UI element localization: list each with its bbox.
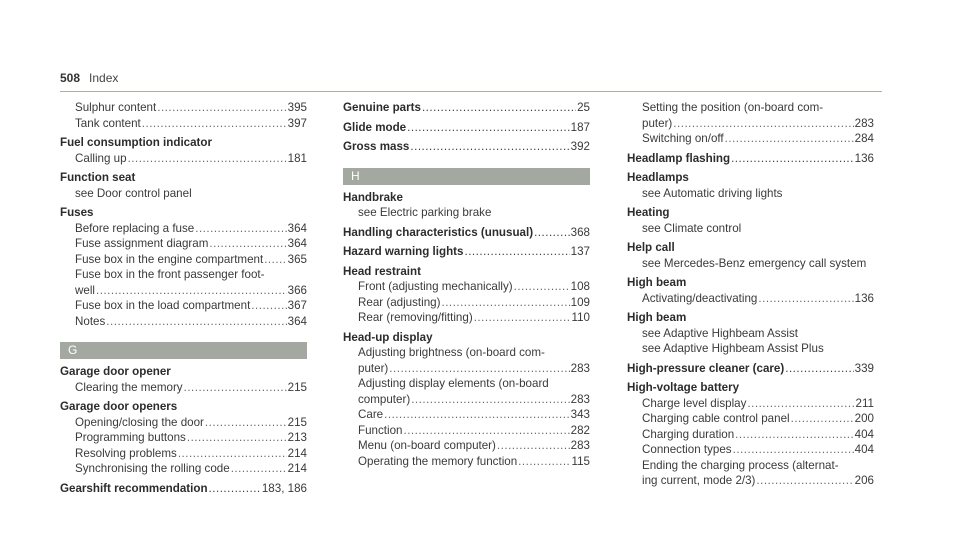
leader-dots (474, 310, 571, 326)
index-line (627, 411, 874, 427)
entry-title: Garage door openers (60, 400, 178, 413)
section-letter-h: H (343, 168, 590, 185)
index-entry (60, 205, 307, 329)
page-ref[interactable]: 136 (854, 291, 874, 305)
leader-dots (231, 461, 287, 477)
index-line (343, 423, 590, 439)
page-ref[interactable]: 339 (854, 361, 874, 375)
entry-text: Clearing the memory (75, 380, 183, 394)
page-ref[interactable]: 187 (570, 120, 590, 134)
leader-dots (157, 100, 286, 116)
index-line (343, 244, 590, 260)
index-entry (60, 399, 307, 477)
leader-dots (407, 120, 570, 136)
index-line (343, 139, 590, 155)
leader-dots (534, 225, 570, 241)
entry-text: Rear (adjusting) (358, 295, 441, 309)
entry-title: Gearshift recommendation (60, 481, 208, 495)
index-line (343, 225, 590, 241)
leader-dots (209, 236, 286, 252)
index-entry (60, 100, 307, 131)
index-entry (627, 275, 874, 306)
entry-title: Fuel consumption indicator (60, 136, 213, 149)
page-ref[interactable]: 367 (287, 299, 307, 312)
index-line (60, 116, 307, 132)
index-entry (60, 135, 307, 166)
entry-text: Activating/deactivating (642, 291, 758, 305)
entry-title: Hazard warning lights (343, 245, 464, 258)
entry-text: Charging cable control panel (642, 412, 790, 425)
leader-dots (264, 252, 286, 268)
index-line (627, 291, 874, 307)
index-entry (627, 170, 874, 201)
page-ref[interactable]: 215 (287, 380, 307, 394)
page-ref[interactable]: 404 (854, 443, 874, 456)
entry-title: Help call (627, 241, 675, 254)
entry-text: puter) (642, 116, 673, 130)
index-line (60, 221, 307, 237)
leader-dots (733, 442, 854, 458)
entry-text: computer) (358, 392, 411, 406)
entry-text: Menu (on-board computer) (358, 439, 496, 452)
entry-text: Resolving problems (75, 446, 177, 460)
index-line (627, 427, 874, 443)
leader-dots (725, 131, 854, 147)
entry-text: well (75, 283, 95, 297)
index-entry (343, 100, 590, 116)
entry-text: Opening/closing the door (75, 415, 204, 429)
page-ref[interactable]: 214 (287, 446, 307, 460)
page-ref[interactable]: 213 (287, 431, 307, 444)
page-title: Index (89, 71, 119, 85)
page-header (60, 71, 118, 85)
entry-title: High-pressure cleaner (care) (627, 361, 785, 375)
leader-dots (441, 295, 569, 311)
leader-dots (195, 221, 286, 237)
entry-text: Front (adjusting mechanically) (358, 280, 513, 293)
index-line (60, 430, 307, 446)
page-ref[interactable]: 25 (577, 101, 590, 114)
entry-text: Calling up (75, 151, 127, 165)
page-ref[interactable]: 109 (570, 295, 590, 309)
entry-title: High beam (627, 311, 687, 324)
entry-title: High-voltage battery (627, 381, 740, 394)
index-entry (343, 264, 590, 326)
leader-dots (389, 361, 569, 377)
entry-title: Handling characteristics (unusual) (343, 225, 534, 239)
index-entry (627, 151, 874, 167)
leader-dots (187, 430, 287, 446)
index-line (627, 396, 874, 412)
leader-dots (384, 407, 570, 423)
page-ref[interactable]: 343 (570, 408, 590, 421)
index-line (60, 380, 307, 396)
leader-dots (205, 415, 287, 431)
index-entry (343, 139, 590, 155)
index-line (343, 120, 590, 136)
leader-dots (142, 116, 287, 132)
index-entry (627, 205, 874, 236)
index-line (343, 295, 590, 311)
leader-dots (106, 314, 286, 330)
leader-dots (758, 291, 853, 307)
see-reference[interactable]: see Door control panel (75, 186, 192, 200)
page-ref[interactable]: 366 (287, 283, 307, 297)
page-ref[interactable]: 282 (570, 423, 590, 437)
see-reference[interactable]: see Climate control (642, 221, 742, 235)
page-ref[interactable]: 183, 186 (261, 481, 307, 495)
entry-text: Adjusting display elements (on-board (358, 377, 549, 390)
leader-dots (96, 283, 287, 299)
entry-text: Setting the position (on-board com- (642, 101, 824, 114)
index-column-1 (60, 100, 307, 500)
index-line (627, 131, 874, 147)
page-ref[interactable]: 283 (570, 439, 590, 452)
leader-dots (673, 116, 853, 132)
leader-dots (410, 139, 569, 155)
page-ref[interactable]: 365 (287, 252, 307, 266)
entry-title: Fuses (60, 206, 94, 219)
leader-dots (514, 279, 570, 295)
page-ref[interactable]: 364 (287, 314, 307, 328)
header-divider (60, 91, 882, 92)
index-line (627, 473, 874, 489)
entry-title: Headlamps (627, 171, 689, 184)
entry-text: Tank content (75, 116, 141, 130)
entry-title: Gross mass (343, 140, 410, 153)
index-entry (627, 380, 874, 489)
see-reference[interactable]: see Adaptive Highbeam Assist Plus (642, 342, 824, 355)
entry-text: Programming buttons (75, 431, 186, 444)
entry-text: Ending the charging process (alternat- (642, 458, 839, 472)
page-ref[interactable]: 364 (287, 237, 307, 250)
entry-text: Fuse box in the engine compartment (75, 252, 264, 266)
index-line (627, 116, 874, 132)
index-entry (343, 244, 590, 260)
index-line (60, 415, 307, 431)
page-ref[interactable]: 368 (570, 225, 590, 239)
index-line (343, 438, 590, 454)
section-letter-g: G (60, 342, 307, 359)
index-column-2 (343, 100, 590, 473)
entry-text: Adjusting brightness (on-board com- (358, 346, 545, 359)
entry-text: Fuse box in the front passenger foot- (75, 268, 265, 281)
index-entry (60, 170, 307, 201)
see-reference[interactable]: see Mercedes-Benz emergency call system (642, 256, 867, 270)
entry-text: puter) (358, 361, 389, 375)
entry-text: Charge level display (642, 396, 747, 410)
page-ref[interactable]: 215 (287, 415, 307, 429)
leader-dots (518, 454, 570, 470)
leader-dots (464, 244, 569, 260)
entry-text: Function (358, 423, 403, 437)
leader-dots (128, 151, 287, 167)
page-ref[interactable]: 200 (854, 412, 874, 425)
index-line (60, 151, 307, 167)
page-ref[interactable]: 211 (855, 396, 874, 410)
page-ref[interactable]: 110 (571, 311, 590, 324)
leader-dots (184, 380, 287, 396)
entry-title: Headlamp flashing (627, 151, 731, 165)
entry-title: Handbrake (343, 190, 403, 204)
see-reference[interactable]: see Adaptive Highbeam Assist (642, 326, 798, 340)
page-ref[interactable]: 283 (570, 361, 590, 375)
index-entry (343, 120, 590, 136)
index-line (627, 151, 874, 167)
index-line (343, 310, 590, 326)
entry-text: Synchronising the rolling code (75, 462, 230, 475)
index-line (627, 361, 874, 377)
entry-text: Charging duration (642, 427, 735, 441)
entry-text: Rear (removing/fitting) (358, 311, 473, 324)
see-reference[interactable]: see Electric parking brake (358, 206, 492, 219)
index-entry (627, 100, 874, 147)
index-line (60, 314, 307, 330)
entry-text: Care (358, 408, 384, 421)
leader-dots (422, 100, 576, 116)
page-ref[interactable]: 284 (854, 132, 874, 145)
index-line (60, 252, 307, 268)
page-ref[interactable]: 392 (570, 140, 590, 153)
page-ref[interactable]: 115 (571, 454, 590, 468)
index-line (343, 454, 590, 470)
page-ref[interactable]: 364 (287, 221, 307, 235)
leader-dots (731, 151, 854, 167)
entry-text: Fuse box in the load compartment (75, 299, 251, 312)
index-line (343, 407, 590, 423)
page-number: 508 (60, 71, 81, 85)
index-line (60, 298, 307, 314)
entry-text: Sulphur content (75, 101, 157, 114)
leader-dots (209, 481, 261, 497)
leader-dots (735, 427, 853, 443)
index-line (343, 392, 590, 408)
entry-text: Notes (75, 314, 106, 328)
page-ref[interactable]: 397 (287, 116, 307, 130)
entry-title: High beam (627, 276, 687, 289)
index-line (60, 481, 307, 497)
leader-dots (251, 298, 286, 314)
index-entry (627, 240, 874, 271)
index-entry (627, 310, 874, 357)
page-ref[interactable]: 214 (287, 462, 307, 475)
entry-text: Before replacing a fuse (75, 221, 195, 235)
page-ref[interactable]: 137 (570, 245, 590, 258)
page-ref[interactable]: 404 (854, 427, 874, 441)
index-line (343, 361, 590, 377)
index-entry (343, 225, 590, 241)
page-ref[interactable]: 206 (854, 474, 874, 487)
leader-dots (791, 411, 854, 427)
leader-dots (756, 473, 853, 489)
index-line (60, 461, 307, 477)
index-line (343, 279, 590, 295)
leader-dots (747, 396, 854, 412)
page-ref[interactable]: 108 (570, 280, 590, 293)
leader-dots (497, 438, 570, 454)
index-entry (60, 481, 307, 497)
index-line (60, 236, 307, 252)
entry-title: Head restraint (343, 264, 421, 278)
leader-dots (785, 361, 853, 377)
page-ref[interactable]: 283 (854, 116, 874, 130)
entry-title: Genuine parts (343, 101, 421, 114)
page-ref[interactable]: 181 (287, 151, 307, 165)
index-entry (627, 361, 874, 377)
entry-title: Garage door opener (60, 365, 171, 378)
entry-text: Fuse assignment diagram (75, 237, 209, 250)
entry-title: Head-up display (343, 330, 433, 344)
index-line (60, 100, 307, 116)
entry-text: Operating the memory function (358, 454, 518, 468)
entry-title: Function seat (60, 171, 136, 184)
index-entry (343, 190, 590, 221)
index-column-3 (627, 100, 874, 493)
index-line (60, 446, 307, 462)
see-reference[interactable]: see Automatic driving lights (642, 186, 783, 200)
page-ref[interactable]: 136 (854, 151, 874, 165)
leader-dots (178, 446, 287, 462)
index-entry (60, 364, 307, 395)
index-line (60, 283, 307, 299)
leader-dots (403, 423, 569, 439)
entry-text: Switching on/off (642, 132, 724, 145)
entry-text: Connection types (642, 443, 732, 456)
entry-title: Heating (627, 206, 670, 219)
index-entry (343, 330, 590, 470)
leader-dots (411, 392, 569, 408)
index-line (627, 442, 874, 458)
entry-text: ing current, mode 2/3) (642, 474, 756, 487)
index-line (343, 100, 590, 116)
entry-title: Glide mode (343, 120, 407, 134)
page-ref[interactable]: 395 (287, 101, 307, 114)
page-ref[interactable]: 283 (570, 392, 590, 406)
